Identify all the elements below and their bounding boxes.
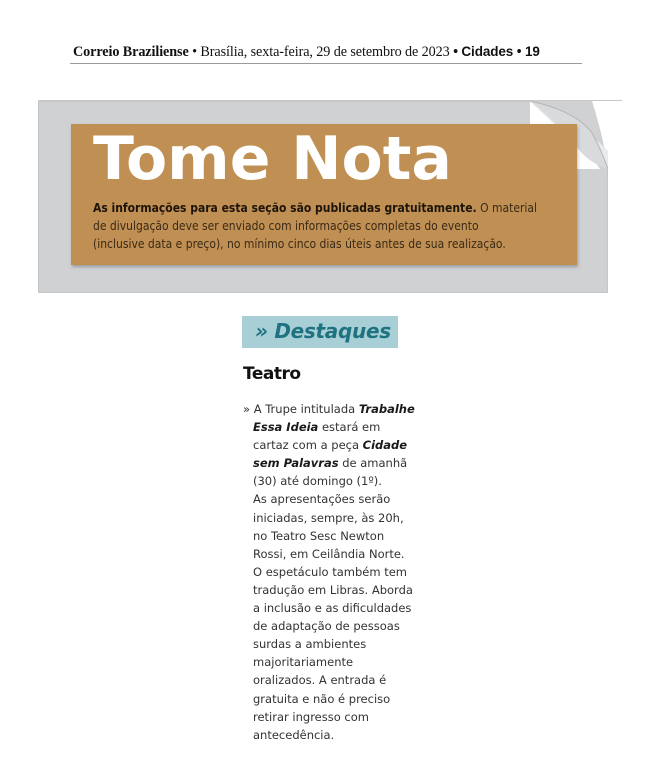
header-separator: •	[449, 44, 462, 60]
article-line: retirar ingresso com	[253, 709, 369, 724]
article-line: » A Trupe intitulada Trabalhe	[243, 402, 415, 416]
publication-name: Correio Braziliense	[73, 44, 189, 60]
header-rule	[70, 63, 582, 64]
notice-text: O material	[476, 201, 538, 215]
article-line: (30) até domingo (1º).	[253, 474, 382, 489]
article-line: surdas a ambientes	[253, 637, 367, 652]
article-line: Essa Ideia estará em	[253, 420, 381, 435]
article-line: gratuita e não é preciso	[253, 691, 391, 706]
article-line: a inclusão e as dificuldades	[253, 601, 412, 616]
subhead: Teatro	[243, 364, 301, 384]
dateline: Brasília, sexta-feira, 29 de setembro de 2023	[200, 44, 450, 60]
notice-line: (inclusive data e preço), no mínimo cinco dias úteis antes de sua realização.	[93, 237, 506, 251]
notice-line: de divulgação deve ser enviado com informações completas do evento	[93, 219, 479, 233]
page-number: 19	[524, 44, 540, 59]
banner-title: Tome Nota	[93, 124, 452, 194]
page-header	[73, 44, 581, 61]
article-line: Rossi, em Ceilândia Norte.	[253, 546, 405, 561]
section-tag	[242, 316, 398, 348]
article-line: no Teatro Sesc Newton	[253, 528, 385, 543]
article-line: O espetáculo também tem	[253, 564, 407, 579]
article-line: oralizados. A entrada é	[253, 673, 387, 688]
notice-lead: As informações para esta seção são publicadas gratuitamente.	[93, 201, 477, 215]
article-line: iniciadas, sempre, às 20h,	[253, 510, 404, 525]
article-line: tradução em Libras. Aborda	[253, 582, 413, 597]
banner-notice	[93, 199, 563, 253]
article-line: de adaptação de pessoas	[253, 619, 400, 634]
article-line: antecedência.	[253, 727, 335, 742]
article-line: As apresentações serão	[253, 492, 391, 507]
notice-line	[93, 199, 563, 217]
article-body	[243, 400, 413, 744]
article-line: sem Palavras de amanhã	[253, 456, 408, 471]
section-name: Cidades	[461, 44, 514, 59]
article-line: cartaz com a peça Cidade	[253, 438, 408, 453]
article-line: majoritariamente	[253, 655, 354, 670]
section-tag-label: » Destaques	[255, 319, 391, 343]
header-separator: •	[188, 44, 201, 60]
header-separator: •	[513, 44, 525, 60]
